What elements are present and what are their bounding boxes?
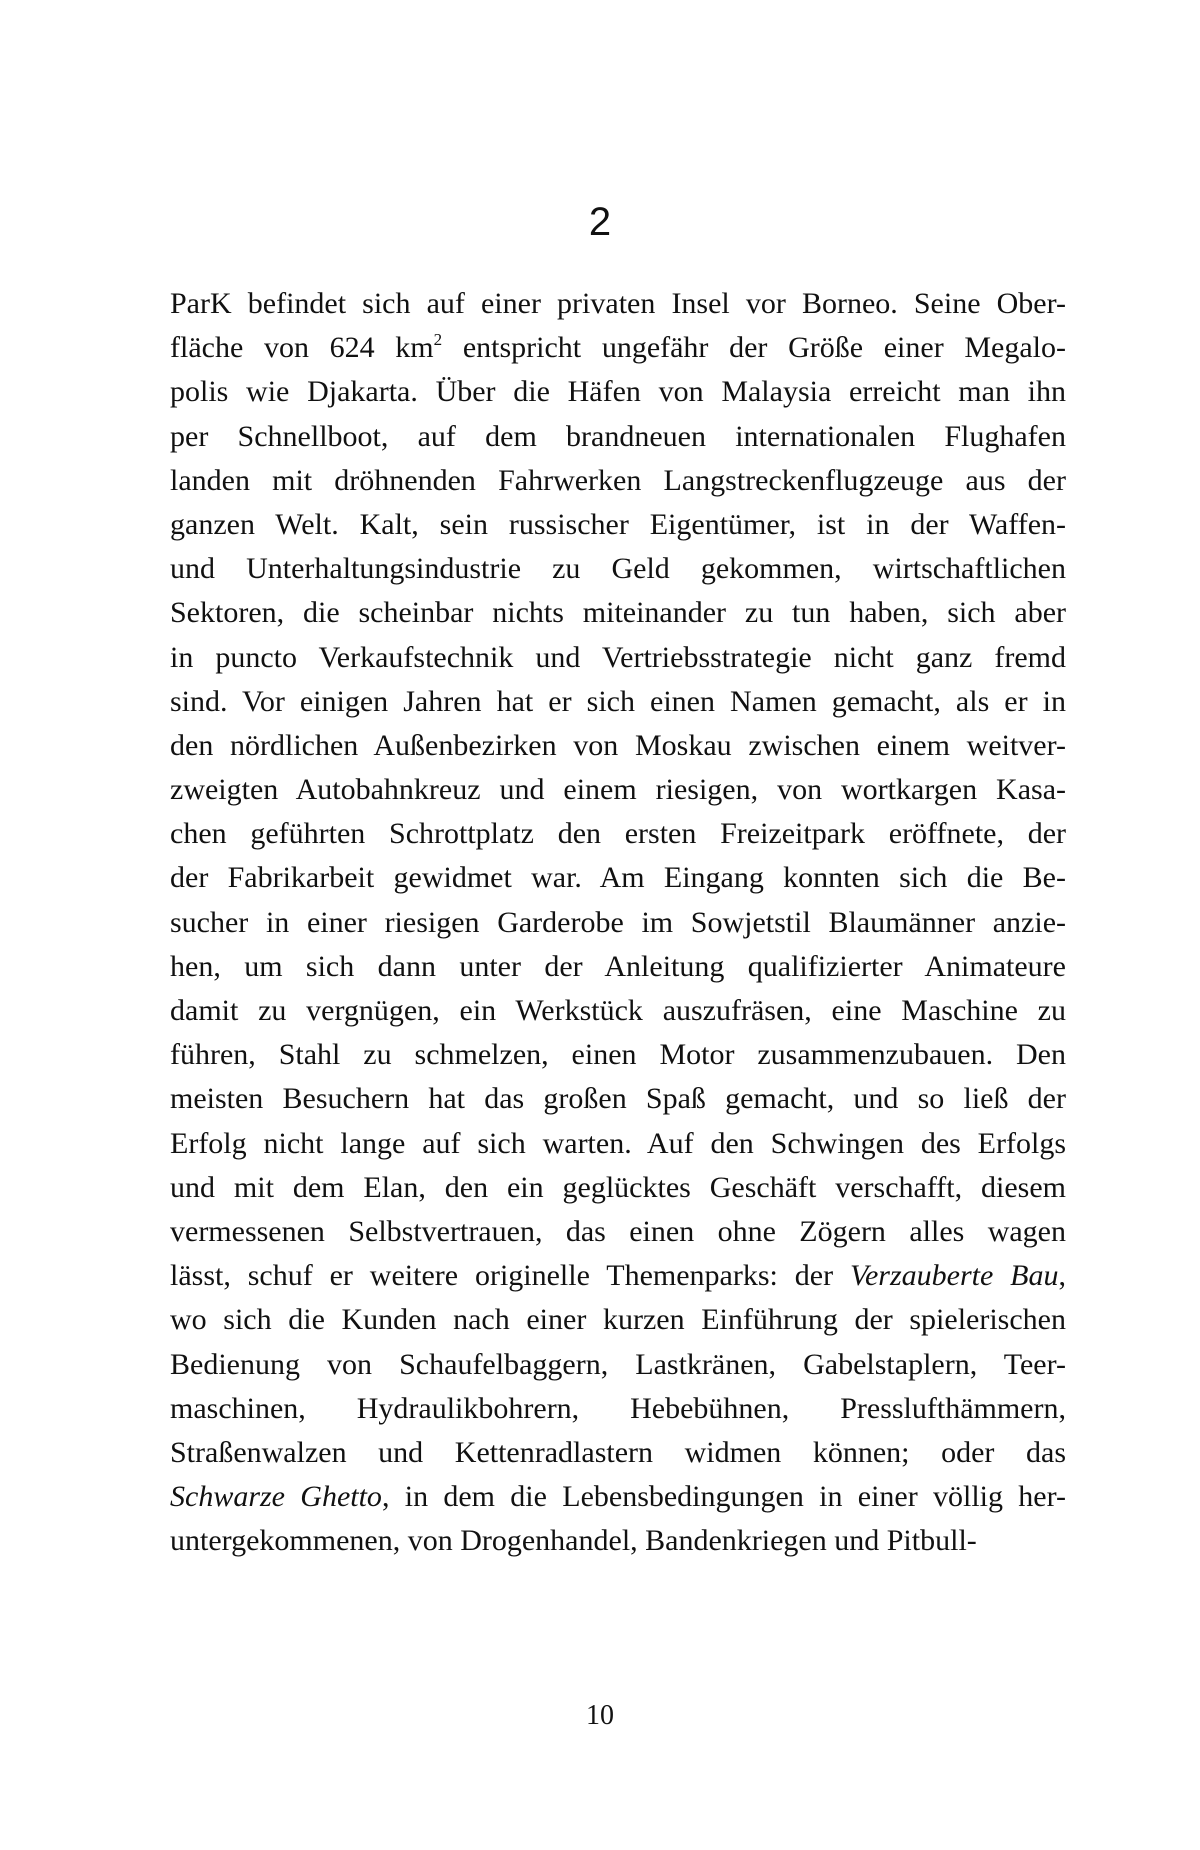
text-segment: zweigten Autobahnkreuz und einem riesigen, von wortkargen Kasa-	[170, 773, 1066, 807]
text-line	[170, 1254, 1066, 1298]
text-line	[170, 989, 1066, 1033]
text-segment: damit zu vergnügen, ein Werkstück auszufräsen, eine Maschine zu	[170, 994, 1066, 1027]
text-segment: vermessenen Selbstvertrauen, das einen ohne Zögern alles wagen	[170, 1214, 1066, 1248]
text-line	[170, 415, 1066, 459]
text-line	[170, 724, 1066, 768]
superscript: 2	[433, 330, 443, 350]
text-segment: meisten Besuchern hat das großen Spaß gemacht, und so ließ der	[170, 1082, 1066, 1116]
text-line	[170, 503, 1066, 547]
text-line	[170, 812, 1066, 856]
text-line	[170, 1475, 1066, 1519]
text-line	[170, 370, 1066, 414]
page-number: 10	[586, 1700, 614, 1731]
text-segment: in puncto Verkaufstechnik und Vertriebsstrategie nicht ganz fremd	[170, 640, 1066, 674]
text-line	[170, 1387, 1066, 1431]
text-line	[170, 1077, 1066, 1121]
text-segment: ParK befindet sich auf einer privaten Insel vor Borneo. Seine Ober-	[170, 287, 1066, 320]
text-segment: entspricht ungefähr der Größe einer Megalo-	[442, 331, 1067, 365]
text-line	[170, 680, 1066, 724]
text-line	[170, 1210, 1066, 1254]
text-line	[170, 901, 1066, 945]
text-line	[170, 1122, 1066, 1166]
text-line	[170, 1166, 1066, 1210]
text-segment: ,	[1058, 1259, 1066, 1293]
text-line	[170, 326, 1066, 370]
text-line	[170, 282, 1066, 326]
text-segment: Sektoren, die scheinbar nichts miteinander zu tun haben, sich aber	[170, 596, 1066, 630]
text-segment: führen, Stahl zu schmelzen, einen Motor zusammenzubauen. Den	[170, 1038, 1066, 1072]
text-line	[170, 636, 1066, 680]
text-line	[170, 856, 1066, 900]
text-segment: untergekommenen, von Drogenhandel, Bandenkriegen und Pitbull-	[170, 1524, 977, 1558]
text-segment: wo sich die Kunden nach einer kurzen Einführung der spielerischen	[170, 1303, 1066, 1337]
text-segment: chen geführten Schrottplatz den ersten Freizeitpark eröffnete, der	[170, 817, 1066, 851]
text-segment: der Fabrikarbeit gewidmet war. Am Eingang konnten sich die Be-	[170, 861, 1066, 895]
text-segment: fläche von 624 km	[170, 331, 434, 365]
text-segment: den nördlichen Außenbezirken von Moskau zwischen einem weitver-	[170, 728, 1066, 762]
text-line	[170, 1298, 1066, 1342]
text-segment: Erfolg nicht lange auf sich warten. Auf den Schwingen des Erfolgs	[170, 1126, 1066, 1160]
text-segment: hen, um sich dann unter der Anleitung qualifizierter Animateure	[170, 949, 1066, 983]
italic-title: Verzauberte Bau	[849, 1259, 1059, 1293]
text-segment: per Schnellboot, auf dem brandneuen internationalen Flughafen	[170, 419, 1066, 453]
text-segment: ganzen Welt. Kalt, sein russischer Eigentümer, ist in der Waffen-	[170, 507, 1066, 541]
text-line	[170, 547, 1066, 591]
text-segment: Bedienung von Schaufelbaggern, Lastkränen, Gabelstaplern, Teer-	[170, 1347, 1066, 1381]
text-segment: lässt, schuf er weitere originelle Themenparks: der	[170, 1259, 850, 1293]
text-segment: maschinen, Hydraulikbohrern, Hebebühnen, Presslufthämmern,	[170, 1391, 1066, 1425]
text-segment: sucher in einer riesigen Garderobe im Sowjetstil Blaumänner anzie-	[170, 905, 1066, 939]
text-segment: und mit dem Elan, den ein geglücktes Geschäft verschafft, diesem	[170, 1170, 1066, 1204]
text-line	[170, 1519, 1066, 1563]
text-line	[170, 1033, 1066, 1077]
text-line	[170, 1343, 1066, 1387]
text-segment: sind. Vor einigen Jahren hat er sich einen Namen gemacht, als er in	[170, 684, 1066, 718]
text-line	[170, 591, 1066, 635]
text-segment: landen mit dröhnenden Fahrwerken Langstreckenflugzeuge aus der	[170, 463, 1066, 497]
text-line	[170, 459, 1066, 503]
text-segment: polis wie Djakarta. Über die Häfen von Malaysia erreicht man ihn	[170, 375, 1066, 409]
body-text	[170, 282, 1066, 1563]
italic-title: Schwarze Ghetto	[170, 1480, 382, 1514]
text-line	[170, 768, 1066, 812]
chapter-number: 2	[588, 200, 612, 244]
text-segment: Straßenwalzen und Kettenradlastern widmen können; oder das	[170, 1435, 1066, 1469]
text-line	[170, 1431, 1066, 1475]
text-line	[170, 945, 1066, 989]
text-segment: , in dem die Lebensbedingungen in einer völlig her-	[381, 1480, 1066, 1514]
text-segment: und Unterhaltungsindustrie zu Geld gekommen, wirtschaftlichen	[170, 552, 1066, 586]
